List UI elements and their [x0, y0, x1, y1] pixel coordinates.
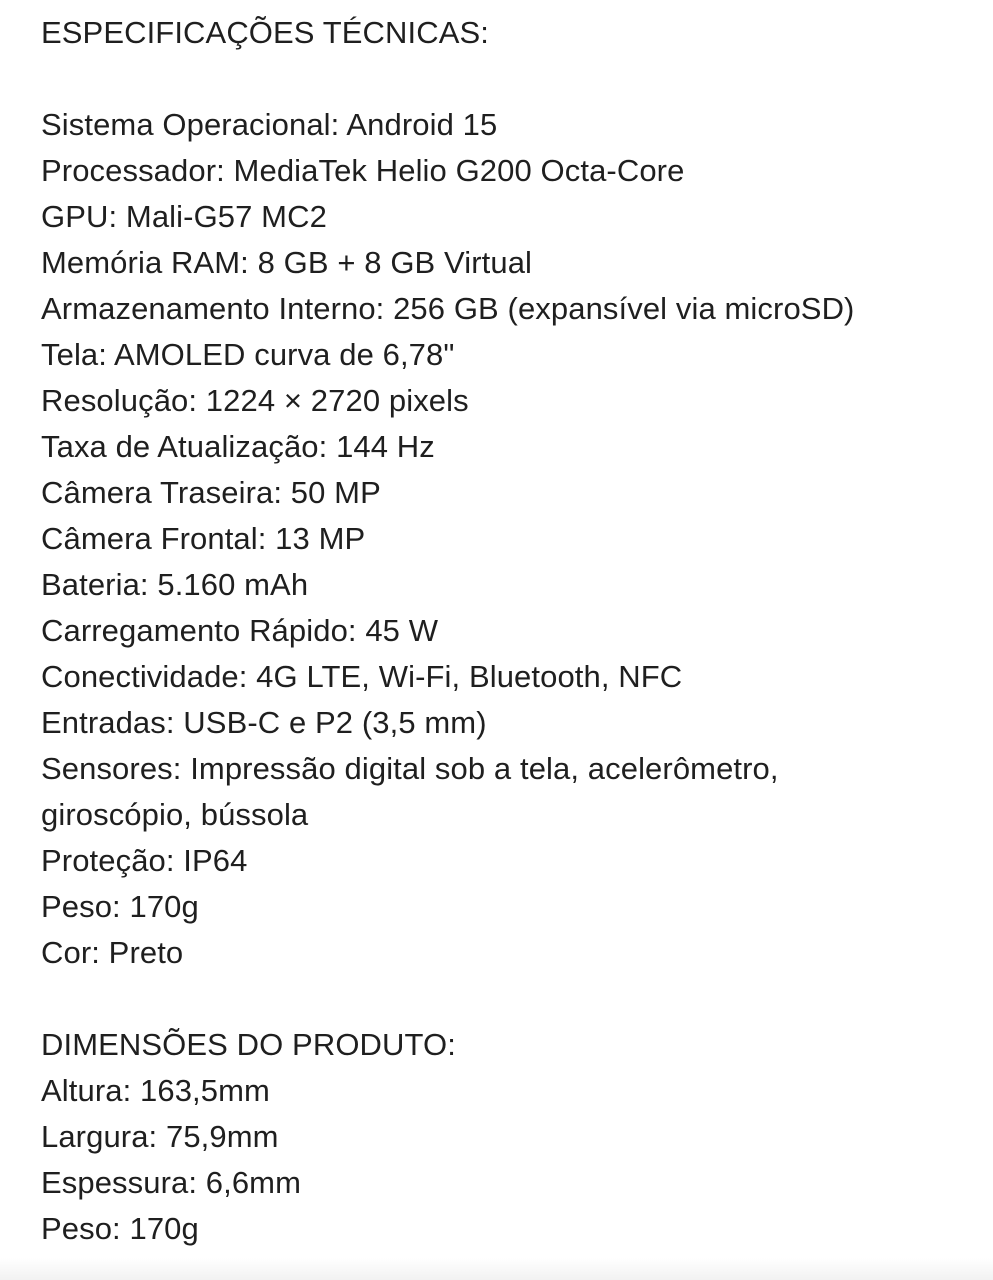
spec-line: Carregamento Rápido: 45 W — [41, 613, 439, 648]
specs-heading: ESPECIFICAÇÕES TÉCNICAS: — [41, 15, 489, 50]
spec-line: Armazenamento Interno: 256 GB (expansível via microSD) — [41, 291, 855, 326]
dimension-line: Largura: 75,9mm — [41, 1119, 279, 1154]
spec-line: giroscópio, bússola — [41, 797, 309, 832]
spec-line: GPU: Mali-G57 MC2 — [41, 199, 327, 234]
dimension-line: Altura: 163,5mm — [41, 1073, 270, 1108]
spec-line: Peso: 170g — [41, 889, 199, 924]
spec-line: Conectividade: 4G LTE, Wi-Fi, Bluetooth, NFC — [41, 659, 683, 694]
spec-line: Memória RAM: 8 GB + 8 GB Virtual — [41, 245, 533, 280]
spec-line: Sensores: Impressão digital sob a tela, acelerômetro, — [41, 751, 779, 786]
dimension-line: Peso: 170g — [41, 1211, 199, 1246]
spec-line: Entradas: USB-C e P2 (3,5 mm) — [41, 705, 487, 740]
spec-line: Proteção: IP64 — [41, 843, 248, 878]
blank-line — [41, 976, 981, 1022]
dimensions-heading: DIMENSÕES DO PRODUTO: — [41, 1027, 456, 1062]
spec-line: Cor: Preto — [41, 935, 184, 970]
dimension-line: Espessura: 6,6mm — [41, 1165, 302, 1200]
spec-line: Tela: AMOLED curva de 6,78" — [41, 337, 455, 372]
spec-line: Câmera Frontal: 13 MP — [41, 521, 366, 556]
spec-line: Processador: MediaTek Helio G200 Octa-Core — [41, 153, 685, 188]
blank-line — [41, 56, 981, 102]
spec-line: Resolução: 1224 × 2720 pixels — [41, 383, 469, 418]
product-spec-text — [41, 10, 981, 1252]
spec-line: Sistema Operacional: Android 15 — [41, 107, 498, 142]
spec-line: Taxa de Atualização: 144 Hz — [41, 429, 435, 464]
spec-line: Bateria: 5.160 mAh — [41, 567, 309, 602]
spec-line: Câmera Traseira: 50 MP — [41, 475, 381, 510]
bottom-edge — [0, 1258, 993, 1280]
